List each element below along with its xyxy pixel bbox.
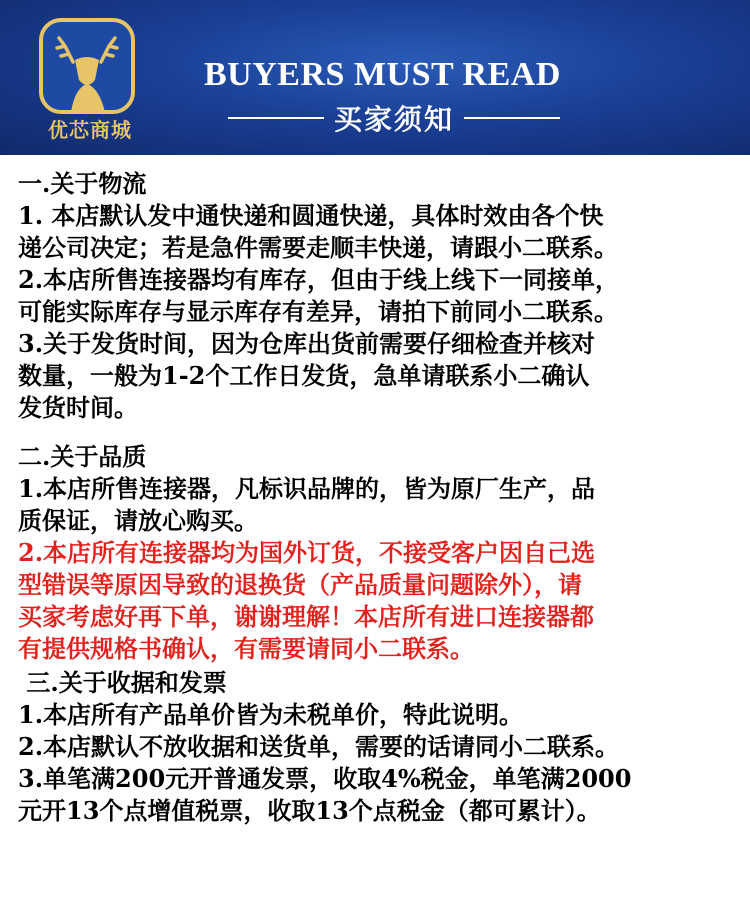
text-line: 可能实际库存与显示库存有差异，请拍下前同小二联系。: [18, 297, 618, 326]
section-invoice: [18, 667, 743, 827]
warning-line: 型错误等原因导致的退换货（产品质量问题除外），请: [18, 570, 582, 599]
warning-line: 2.本店所有连接器均为国外订货，不接受客户因自己选: [18, 538, 596, 567]
deer-logo-icon: [35, 18, 145, 114]
divider-left: [228, 117, 324, 119]
logo-text: 优芯商城: [48, 118, 132, 142]
section-heading: 三.关于收据和发票: [18, 668, 227, 697]
text-line: 1.本店所有产品单价皆为未税单价，特此说明。: [18, 700, 524, 729]
text-line: 递公司决定；若是急件需要走顺丰快递，请跟小二联系。: [18, 233, 618, 262]
banner-subtitle-row: [228, 101, 560, 135]
section-quality: [18, 441, 743, 665]
text-line: 2.本店默认不放收据和送货单，需要的话请同小二联系。: [18, 732, 620, 761]
warning-line: 有提供规格书确认，有需要请同小二联系。: [18, 634, 474, 663]
section-heading: 二.关于品质: [18, 442, 147, 471]
text-line: 发货时间。: [18, 393, 138, 422]
text-line: 1. 本店默认发中通快递和圆通快递，具体时效由各个快: [18, 201, 604, 230]
section-logistics: [18, 168, 743, 424]
text-line: 数量，一般为1-2个工作日发货，急单请联系小二确认: [18, 361, 590, 390]
text-line: 1.本店所售连接器，凡标识品牌的，皆为原厂生产，品: [18, 474, 596, 503]
banner-title-cn: 买家须知: [334, 103, 455, 136]
spacer: [18, 424, 743, 441]
text-line: 质保证，请放心购买。: [18, 506, 258, 535]
banner-title-en: BUYERS MUST READ: [204, 56, 561, 93]
header-banner: [0, 0, 750, 155]
text-line: 2.本店所售连接器均有库存，但由于线上线下一同接单，: [18, 265, 620, 294]
divider-right: [464, 117, 560, 119]
warning-line: 买家考虑好再下单，谢谢理解！本店所有进口连接器都: [18, 602, 594, 631]
section-heading: 一.关于物流: [18, 169, 147, 198]
text-line: 3.关于发货时间，因为仓库出货前需要仔细检查并核对: [18, 329, 596, 358]
notice-content: [18, 168, 743, 827]
text-line: 元开13个点增值税票，收取13个点税金（都可累计）。: [18, 796, 601, 825]
text-line: 3.单笔满200元开普通发票，收取4%税金，单笔满2000: [18, 764, 632, 793]
logo: [35, 18, 145, 143]
